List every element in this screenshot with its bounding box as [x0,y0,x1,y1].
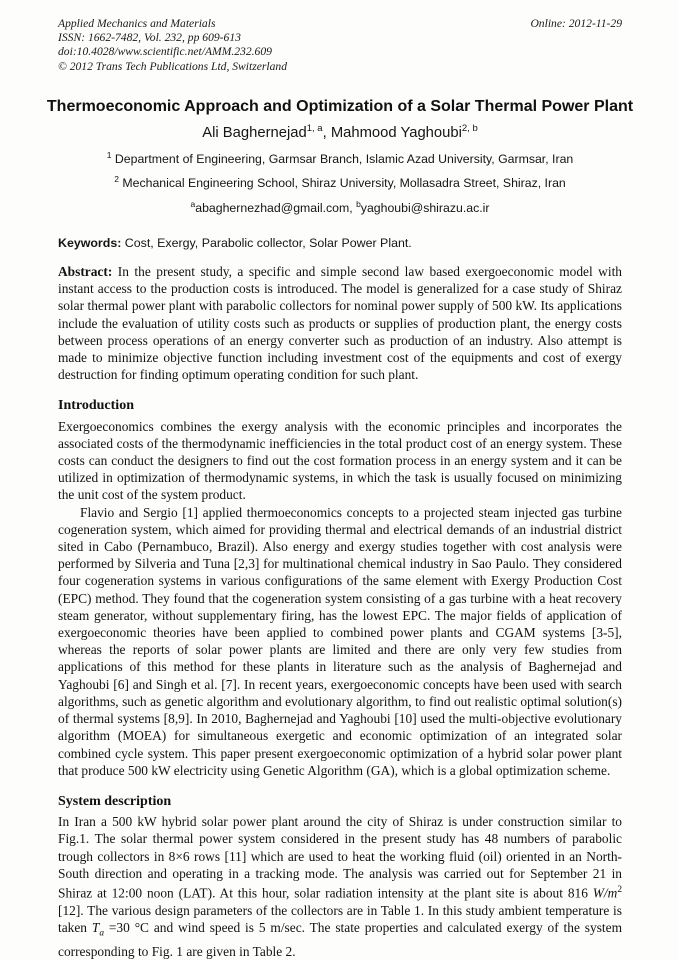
journal-header-row [58,17,622,31]
affiliation-2-text: Mechanical Engineering School, Shiraz University, Mollasadra Street, Shiraz, Iran [118,176,566,191]
affiliation-2 [58,174,622,190]
math-ambient-temperature-subscript: a [99,928,105,939]
email-a-mark: a [190,198,196,209]
authors-line [58,123,622,141]
author-2-affiliation-marks: 2, b [461,123,478,135]
paper-title: Thermoeconomic Approach and Optimization of a Solar Thermal Power Plant [46,97,634,115]
author-1-name: Ali Baghernejad [202,125,307,142]
author-emails [58,199,622,215]
introduction-paragraph-1: Exergoeconomics combines the exergy analysis with the economic principles and incorporates the associated costs of the thermodynamic inefficiencies in the total product cost of an energy system. These costs can conduct the designers to find out the cost formation process in an energy system and it can be utilized in optimization of thermodynamic systems, in which the task is usually focused on minimizing the unit cost of the system product. [58,418,622,503]
keywords-line [58,236,622,250]
section-heading-introduction: Introduction [58,398,134,414]
abstract-paragraph [58,263,622,383]
doi-line: doi:10.4028/www.scientific.net/AMM.232.609 [58,45,272,59]
keywords-label: Keywords: [58,236,122,251]
affiliation-1-mark: 1 [106,149,112,160]
journal-title: Applied Mechanics and Materials [58,17,216,30]
authors-separator: , [322,125,331,142]
journal-header [58,17,622,74]
abstract-label: Abstract: [58,264,113,280]
system-description-text-3: =30 °C and wind speed is 5 m/sec. The state properties and calculated exergy of the system corresponding to Fig. 1 are given in Table 2. [58,919,622,959]
online-date: Online: 2012-11-29 [530,17,622,30]
copyright-line: © 2012 Trans Tech Publications Ltd, Switzerland [58,59,288,73]
system-description-paragraph [58,813,622,960]
email-a: abaghernezhad@gmail.com, [195,201,353,216]
math-ambient-temperature-symbol: T [91,919,100,935]
math-watt-per-square-meter-exponent: 2 [617,884,622,895]
system-description-text-2: [12]. The various design parameters of the collectors are in Table 1. In this study ambient temperature is taken [58,902,622,935]
affiliation-1 [58,150,622,166]
abstract-text: In the present study, a specific and simple second law based exergoeconomic model with instant access to the production costs is introduced. The model is generalized for a case study of Shiraz solar thermal power plant with parabolic collectors for nominal power supply of 500 kW. Its applications include the evaluation of utility costs such as products or supplies of production plant, the energy costs between process operations of an energy converter such as production of an industry. Also attempt is made to minimize objective function including investment cost of the equipments and cost of exergy destruction for finding optimum operating condition for such plant. [58,264,622,383]
section-heading-system-description: System description [58,793,172,809]
math-watt-per-square-meter: W/m [592,885,618,901]
email-b-mark: b [356,198,361,209]
email-b: yaghoubi@shirazu.ac.ir [360,201,490,216]
affiliation-1-text: Department of Engineering, Garmsar Branch, Islamic Azad University, Garmsar, Iran [111,151,574,166]
keywords-text: Cost, Exergy, Parabolic collector, Solar Power Plant. [121,236,412,251]
issn-line: ISSN: 1662-7482, Vol. 232, pp 609-613 [58,31,241,45]
author-1-affiliation-marks: 1, a [306,123,323,135]
affiliation-2-mark: 2 [114,174,119,185]
introduction-paragraph-2: Flavio and Sergio [1] applied thermoeconomics concepts to a projected steam injected gas turbine cogeneration system, which aimed for providing thermal and electrical demands of an industrial district sited in Cabo (Pernambuco, Brazil). Also energy and exergy studies together with cost analysis were performed by Silveria and Tuna [2,3] for multinational chemical industry in Sao Paulo. They considered four cogeneration systems in various configurations of the same element with Exergy Production Cost (EPC) method. They found that the cogeneration system consisting of a gas turbine with a heat recovery steam generator, without supplementary firing, has the lowest EPC. The major fields of application of exergoeconomic theories have been applied to combined power plants and CGAM systems [3-5], whereas the reports of solar power plants are limited and there are only very few studies from applications of this method for these plants in literature such as the analysis of Baghernejad and Yaghoubi [6] and Singh et al. [7]. In recent years, exergoeconomic concepts have been used with search algorithms, such as genetic algorithm and evolutionary algorithm, to find out realistic optimal solution(s) of thermal systems [8,9]. In 2010, Baghernejad and Yaghoubi [10] used the multi-objective evolutionary algorithm (MOEA) for simultaneous exergetic and economic optimization of an integrated solar combined cycle system. This paper present exergoeconomic optimization of a hybrid solar power plant that produce 500 kW electricity using Genetic Algorithm (GA), which is a global optimization scheme. [58,504,622,778]
system-description-text-1: In Iran a 500 kW hybrid solar power plant around the city of Shiraz is under construction similar to Fig.1. The solar thermal power system considered in the present study has 48 numbers of parabolic trough collectors in 8×6 rows [11] which are used to heat the working fluid (oil) oriented in an North-South direction and operating in a tracking mode. The analysis was carried out for September 21 in Shiraz at 12:00 noon (LAT). At this hour, solar radiation intensity at the plant site is about 816 [58,814,622,901]
author-2-name: Mahmood Yaghoubi [330,125,462,142]
paper-body [58,263,622,960]
